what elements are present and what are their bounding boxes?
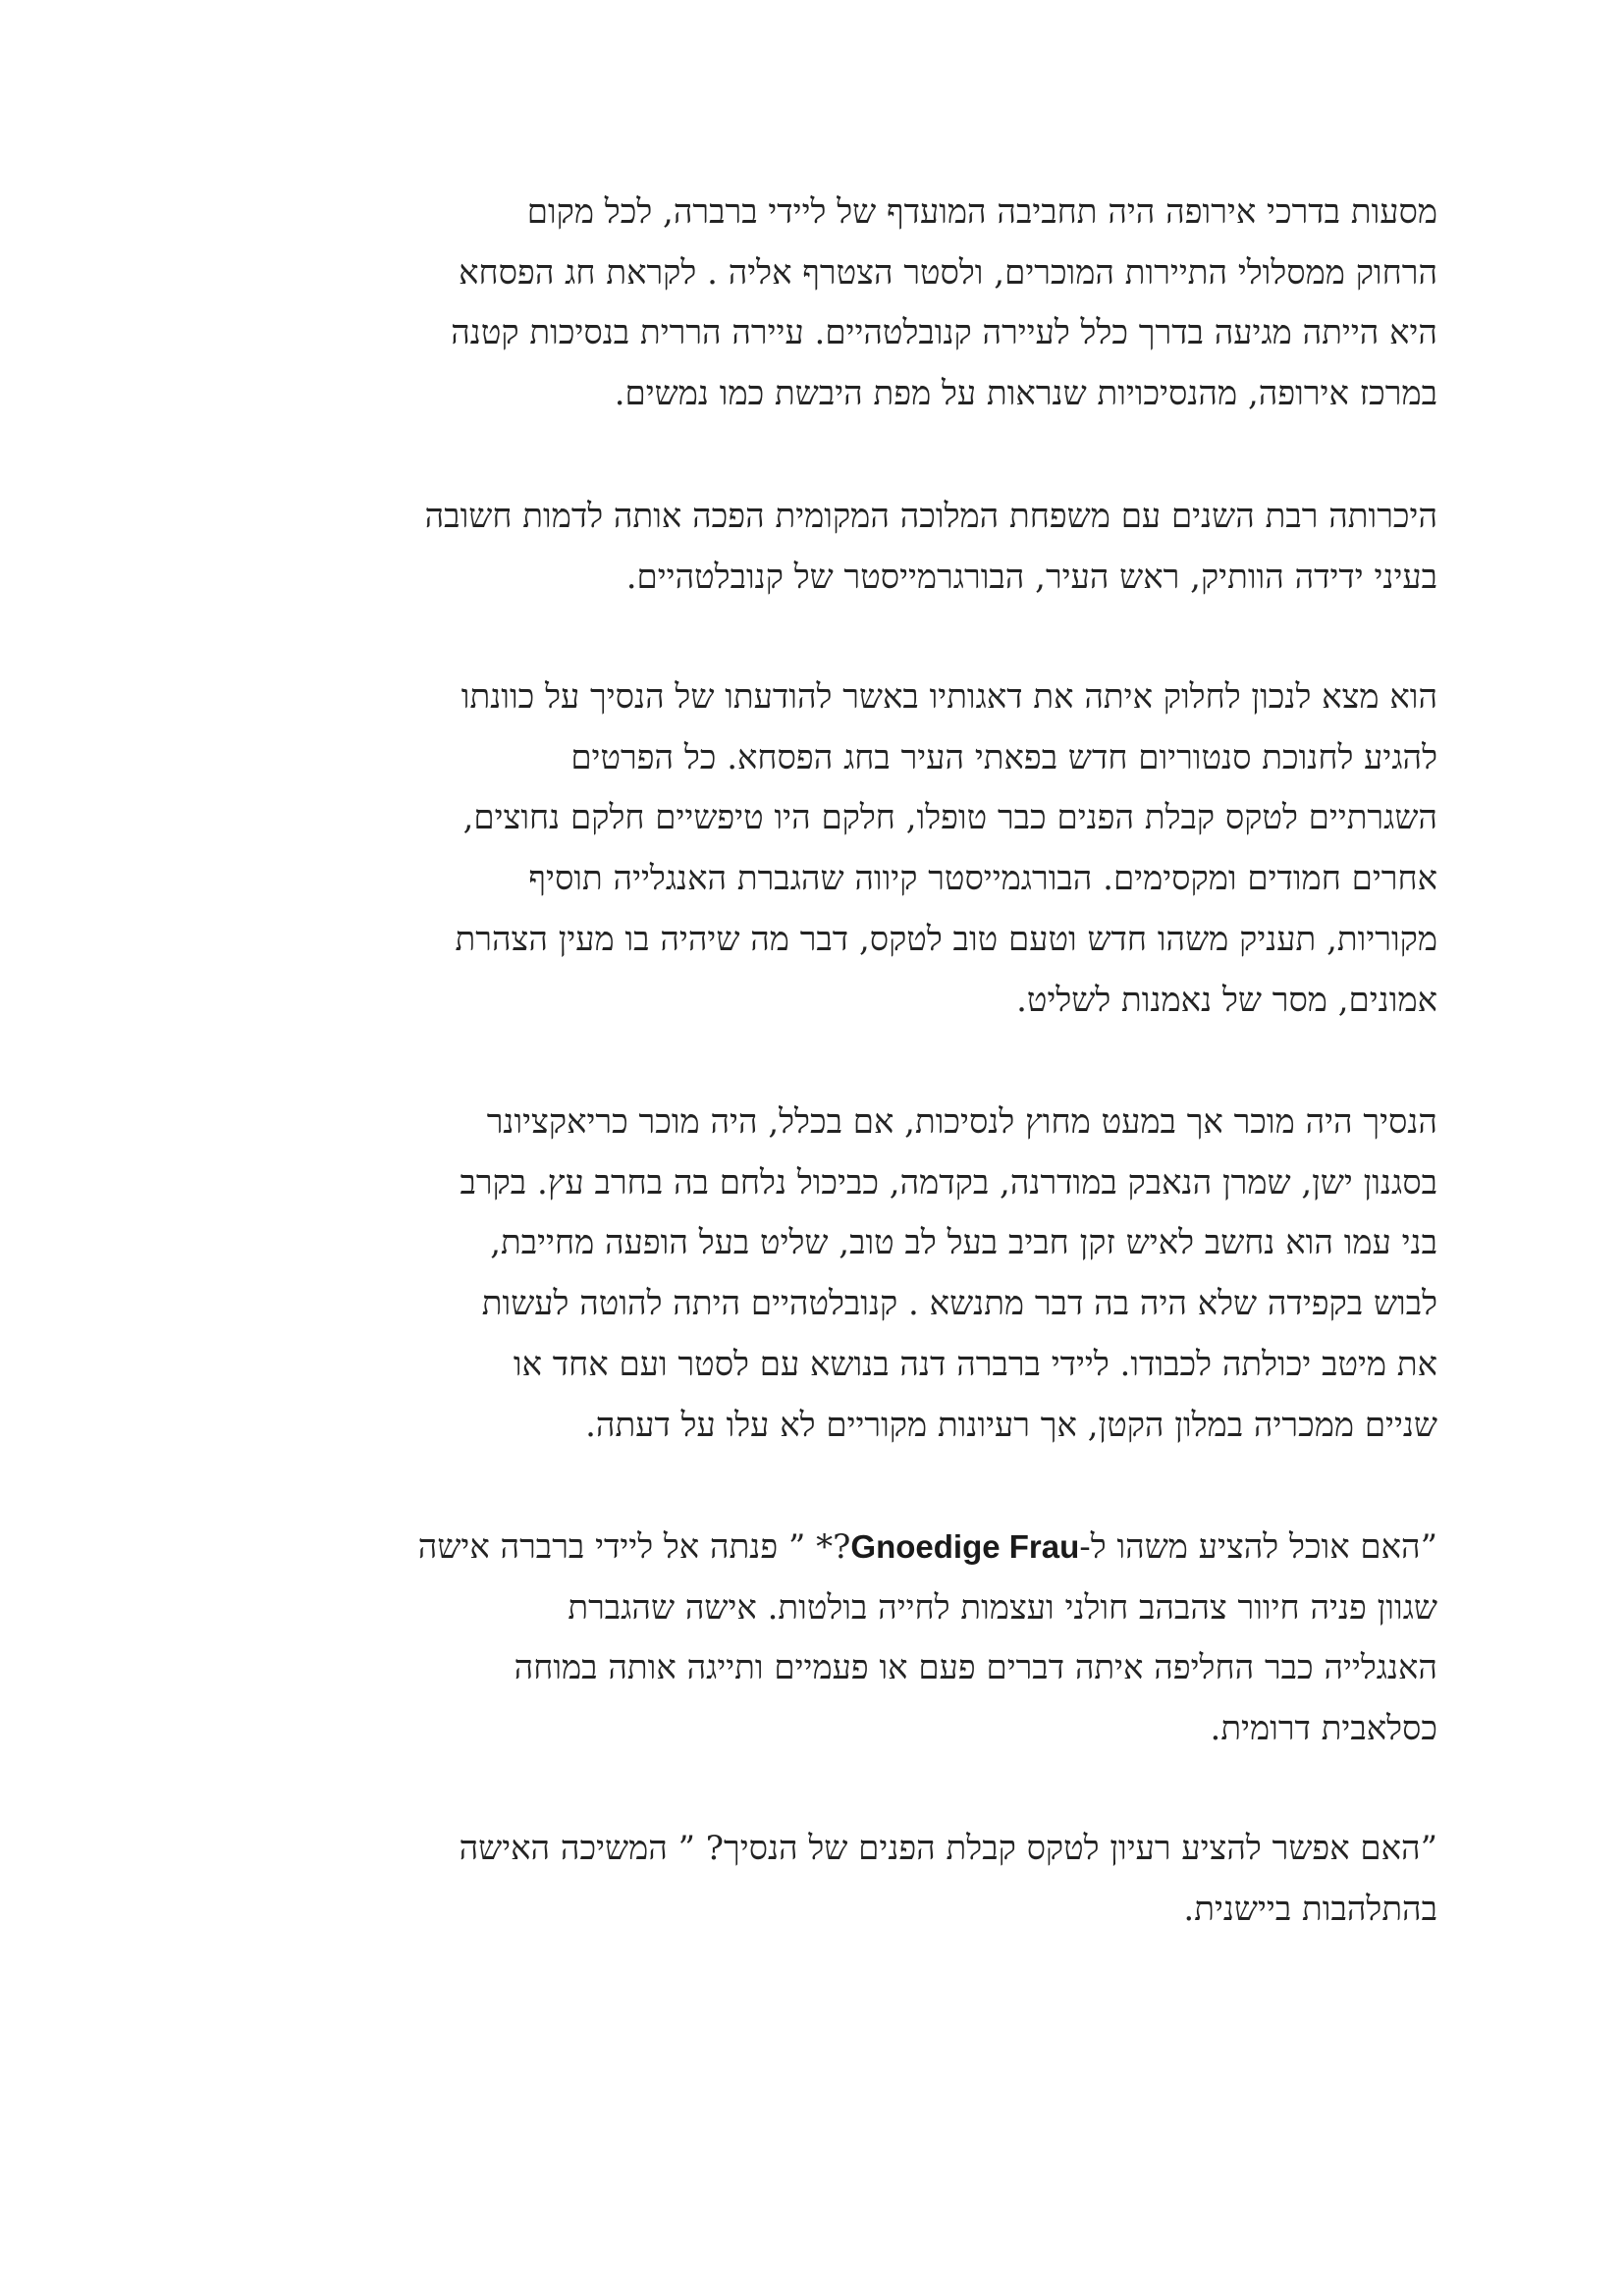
paragraph-line: היכרותה רבת השנים עם משפחת המלוכה המקומית הפכה אותה לדמות חשובה [424,497,1437,536]
paragraph-4 [63,1102,1437,1466]
paragraph-1 [63,192,1437,428]
paragraph-line: אחרים חמודים ומקסימים. הבורגמייסטר קיווה שהגברת האנגלייה תוסיף [528,859,1437,898]
paragraph-line: השגרתיים לטקס קבלת הפנים כבר טופלו, חלקם היו טיפשיים חלקם נחוצים, [462,798,1437,837]
paragraph-line: ”האם אפשר להציע רעיון לטקס קבלת הפנים של הנסיך? ” המשיכה האישה [459,1829,1437,1868]
paragraph-line: היא הייתה מגיעה בדרך כלל לעיירה קנובלטהיים. עיירה הררית בנסיכות קטנה [451,313,1437,352]
paragraph-line: האנגלייה כבר החליפה איתה דברים פעם או פעמיים ותייגה אותה במוחה [514,1648,1437,1687]
paragraph-6 [63,1829,1437,1947]
line-text-before: ”האם אוכל להציע משהו ל- [1079,1527,1437,1567]
paragraph-line: להגיע לחנוכת סנטוריום חדש בפאתי העיר בחג הפסחא. כל הפרטים [570,738,1437,777]
paragraph-line: בעיני ידידה הוותיק, ראש העיר, הבורגרמייסטר של קנובלטהיים. [625,558,1437,597]
paragraph-line: לבוש בקפידה שלא היה בה דבר מתנשא . קנובלטהיים היתה להוטה לעשות [481,1284,1437,1323]
paragraph-5 [63,1527,1437,1773]
paragraph-line: הנסיך היה מוכר אך במעט מחוץ לנסיכות, אם בכלל, היה מוכר כריאקציונר [486,1102,1437,1142]
paragraph-line: אמונים, מסר של נאמנות לשליט. [1016,981,1437,1020]
paragraph-line: שניים ממכריה במלון הקטן, אך רעיונות מקוריים לא עלו על דעתה. [585,1406,1437,1445]
paragraph-line: מסעות בדרכי אירופה היה תחביבה המועדף של ליידי ברברה, לכל מקום [526,192,1437,232]
paragraph-line: בהתלהבות ביישנית. [1183,1890,1437,1929]
paragraph-line: מקוריות, תעניק משהו חדש וטעם טוב לטקס, דבר מה שיהיה בו מעין הצהרת [455,920,1437,959]
paragraph-line: בני עמו הוא נחשב לאיש זקן חביב בעל לב טוב, שליט בעל הופעה מחייבת, [490,1223,1437,1262]
paragraph-line [418,1527,1437,1567]
paragraph-line: הוא מצא לנכון לחלוק איתה את דאגותיו באשר להודעתו של הנסיך על כוונתו [460,677,1437,717]
paragraph-line: את מיטב יכולתה לכבודו. ליידי ברברה דנה בנושא עם לסטר ועם אחד או [513,1345,1437,1384]
paragraph-line: בסגנון ישן, שמרן הנאבק במודרנה, בקדמה, כביכול נלחם בה בחרב עץ. בקרב [460,1163,1437,1202]
paragraph-3 [63,677,1437,1041]
paragraph-line: במרכז אירופה, מהנסיכויות שנראות על מפת היבשת כמו נמשים. [614,374,1437,413]
paragraph-2 [63,497,1437,614]
paragraph-line: כסלאבית דרומית. [1210,1709,1437,1748]
foreign-term-gnoedige-frau: Gnoedige Frau [850,1528,1080,1565]
paragraph-line: הרחוק ממסלולי התיירות המוכרים, ולסטר הצטרף אליה . לקראת חג הפסחא [459,253,1437,293]
line-text-after: ?* ” פנתה אל ליידי ברברה אישה [417,1527,851,1567]
paragraph-line: שגוון פניה חיוור צהבהב חולני ועצמות לחייה בולטות. אישה שהגברת [568,1588,1437,1628]
